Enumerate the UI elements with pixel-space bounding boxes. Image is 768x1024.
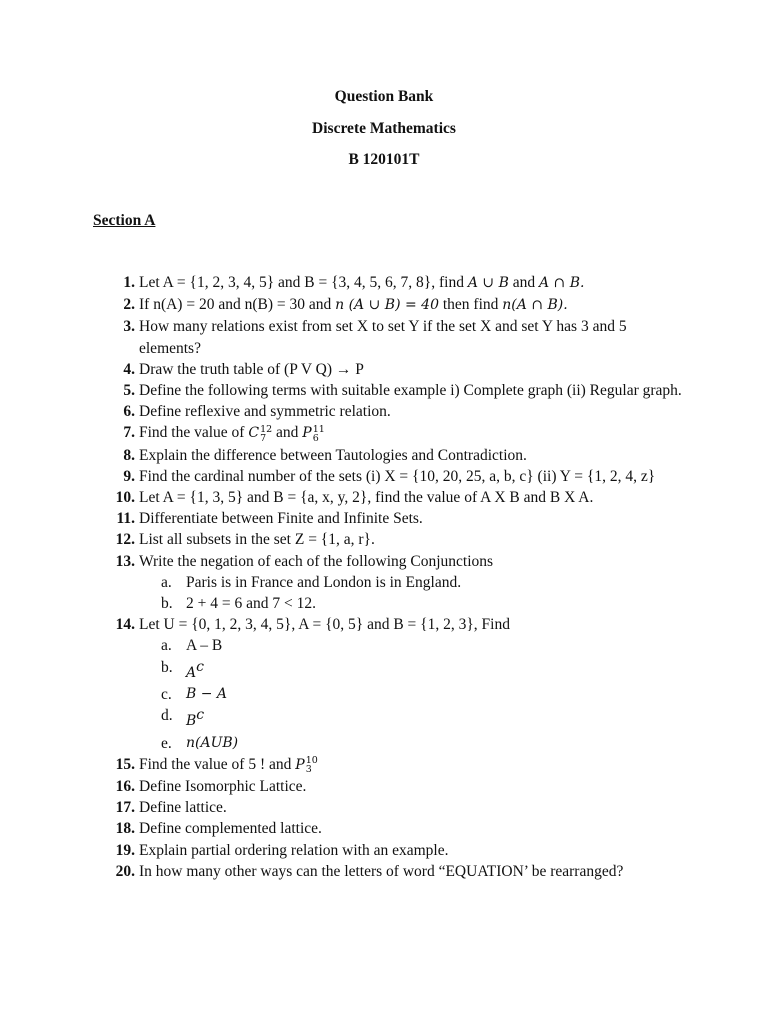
question-item <box>0 294 768 316</box>
sub-question-text: B − A <box>186 686 228 703</box>
question-item <box>0 316 768 358</box>
question-text: If n(A) = 20 and n(B) = 30 and n (A ∪ B) = 40 then find n(A ∩ B). <box>139 296 568 314</box>
question-item <box>0 840 768 861</box>
sub-question-label: b. <box>161 595 173 613</box>
question-item <box>0 272 768 294</box>
question-text: Let U = {0, 1, 2, 3, 4, 5}, A = {0, 5} and B = {1, 2, 3}, Find <box>139 616 510 634</box>
sub-question <box>0 684 768 705</box>
question-item <box>0 861 768 882</box>
question-number: 10. <box>115 489 135 507</box>
sub-question <box>0 593 768 614</box>
question-item <box>0 401 768 422</box>
question-text: In how many other ways can the letters of word “EQUATION’ be rearranged? <box>139 862 624 880</box>
question-number: 1. <box>123 274 135 291</box>
document-title: Question Bank <box>334 88 434 105</box>
sub-question-text: $B^c$ <box>186 707 205 730</box>
question-number: 17. <box>115 799 135 817</box>
sub-question-label: a. <box>161 573 172 591</box>
question-number: 13. <box>115 552 135 570</box>
sub-question <box>0 572 768 593</box>
question-text: List all subsets in the set Z = {1, a, r}. <box>139 531 375 549</box>
course-code: B 120101T <box>348 151 420 168</box>
question-item <box>0 422 768 444</box>
question-text: Let A = {1, 2, 3, 4, 5} and B = {3, 4, 5, 6, 7, 8}, find A ∪ B and A ∩ B. <box>139 274 585 291</box>
question-item <box>0 614 768 635</box>
combination-symbol: C <box>248 425 260 442</box>
question-text: Define lattice. <box>139 799 227 817</box>
question-number: 19. <box>115 841 135 859</box>
question-number: 4. <box>123 360 135 378</box>
question-item <box>0 445 768 466</box>
document-header <box>0 86 768 181</box>
question-item <box>0 487 768 508</box>
question-text: Define complemented lattice. <box>139 820 322 838</box>
question-text: Define reflexive and symmetric relation. <box>139 403 391 421</box>
sub-question <box>0 657 768 684</box>
question-text: Draw the truth table of (P V Q) → P <box>139 360 364 378</box>
sub-question-label: a. <box>161 637 172 655</box>
question-item <box>0 754 768 776</box>
question-text: Differentiate between Finite and Infinite Sets. <box>139 510 423 528</box>
permutation-symbol: P <box>295 756 305 773</box>
question-text: Define Isomorphic Lattice. <box>139 777 307 795</box>
question-number: 11. <box>116 510 135 528</box>
permutation-symbol: P <box>302 425 312 442</box>
sub-question <box>0 705 768 732</box>
question-number: 15. <box>115 755 135 773</box>
question-item <box>0 797 768 818</box>
question-number: 5. <box>123 382 135 400</box>
question-number: 8. <box>123 446 135 464</box>
question-number: 18. <box>115 820 135 838</box>
question-item <box>0 380 768 401</box>
question-number: 14. <box>115 616 135 634</box>
question-item <box>0 508 768 529</box>
question-number: 12. <box>115 531 135 549</box>
question-item <box>0 551 768 572</box>
question-text: Explain partial ordering relation with an example. <box>139 841 449 859</box>
question-text: Explain the difference between Tautologies and Contradiction. <box>139 446 527 464</box>
question-item <box>0 776 768 797</box>
sub-question-label: e. <box>161 734 172 752</box>
sub-question-label: b. <box>161 658 173 676</box>
question-number: 7. <box>123 424 135 442</box>
question-item <box>0 818 768 839</box>
question-number: 3. <box>123 318 135 336</box>
question-text: Find the value of C 12 7 and P 11 6 <box>139 423 325 444</box>
sub-question-text: Paris is in France and London is in England. <box>186 573 462 591</box>
subject-title: Discrete Mathematics <box>312 119 456 137</box>
question-number: 16. <box>115 777 135 795</box>
sub-question-text: $A^c$ <box>186 658 204 681</box>
question-text: Define the following terms with suitable example i) Complete graph (ii) Regular graph. <box>139 382 682 400</box>
question-item <box>0 359 768 380</box>
sub-question-text: n(AUB) <box>186 734 239 751</box>
question-text: Write the negation of each of the following Conjunctions <box>139 552 494 570</box>
question-text: Find the value of 5 ! and P 10 3 <box>139 755 318 776</box>
question-item <box>0 529 768 550</box>
question-number: 6. <box>123 403 135 421</box>
question-list <box>0 272 768 882</box>
question-item <box>0 466 768 487</box>
sub-question-text: 2 + 4 = 6 and 7 < 12. <box>186 595 316 613</box>
sub-question-label: d. <box>161 707 173 725</box>
question-text: Find the cardinal number of the sets (i) X = {10, 20, 25, a, b, c} (ii) Y = {1, 2, 4, z} <box>139 467 656 485</box>
question-text: How many relations exist from set X to set Y if the set X and set Y has 3 and 5 elements? <box>139 318 627 357</box>
sub-question <box>0 733 768 754</box>
question-number: 2. <box>123 296 135 314</box>
question-number: 20. <box>115 862 135 880</box>
sub-question-label: c. <box>161 686 172 704</box>
sub-question-text: A – B <box>186 637 223 655</box>
sub-question <box>0 635 768 656</box>
section-heading: Section A <box>93 212 156 229</box>
question-text: Let A = {1, 3, 5} and B = {a, x, y, 2}, find the value of A X B and B X A. <box>139 489 594 507</box>
question-number: 9. <box>123 467 135 485</box>
